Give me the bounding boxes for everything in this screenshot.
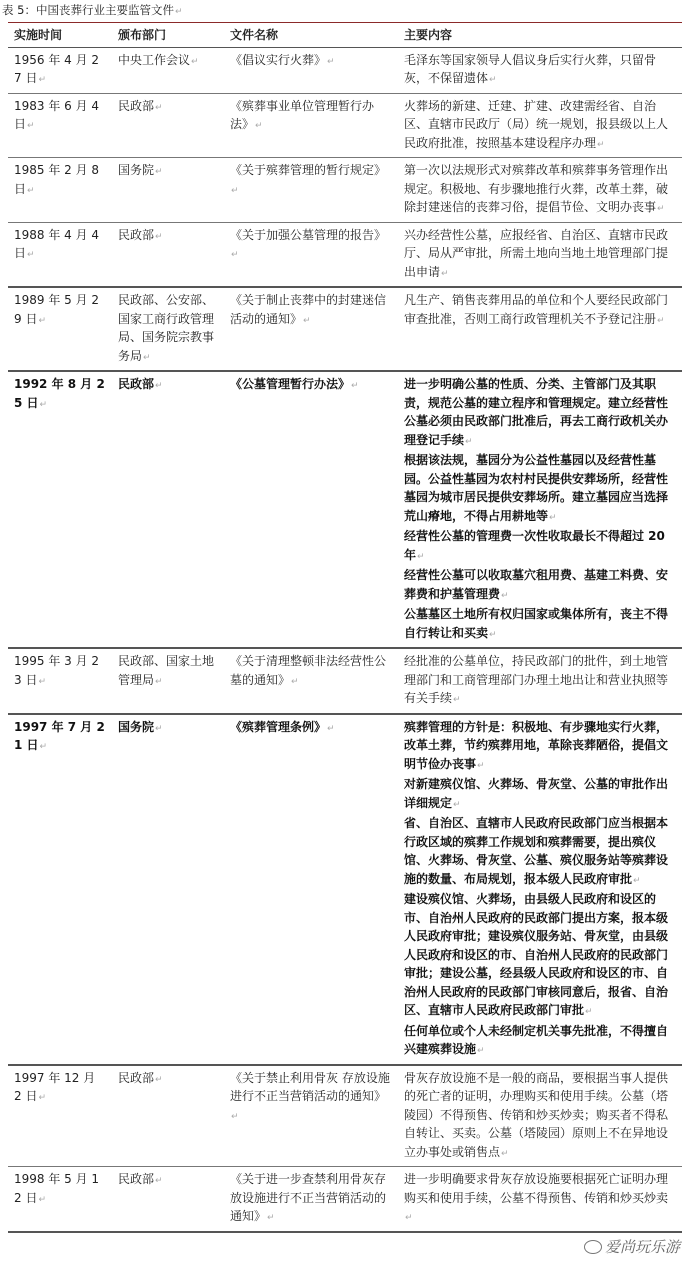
content-paragraph: 火葬场的新建、迁建、扩建、改建需经省、自治区、直辖市民政厅（局）统一规划，报县级以上人民政府批准，按照基本建设程序办理 ↵: [404, 97, 676, 155]
cell-date: [8, 287, 112, 371]
regulation-table: [8, 22, 682, 1233]
cell-title-text: 《关于殡葬管理的暂行规定》 ↵: [230, 163, 386, 196]
cell-dept-text: 民政部 ↵: [118, 1172, 163, 1186]
cell-dept-text: 中央工作会议 ↵: [118, 53, 199, 67]
cell-content: [398, 93, 682, 158]
cell-dept: [112, 1167, 224, 1232]
cell-dept: [112, 371, 224, 648]
cell-title: [224, 714, 398, 1065]
table-row: [8, 1065, 682, 1167]
content-paragraph: 省、自治区、直辖市人民政府民政部门应当根据本行政区域的殡葬工作规划和殡葬需要，提出殡仪馆、火葬场、骨灰堂、公墓、殡仪服务站等殡葬设施的数量、布局规划，报本级人民政府审批 ↵: [404, 814, 676, 890]
cell-date-text: 1992 年 8 月 25 日 ↵: [14, 377, 105, 410]
content-paragraph: 经营性公墓可以收取墓穴租用费、基建工料费、安葬费和护墓管理费 ↵: [404, 566, 676, 605]
cell-date: [8, 1167, 112, 1232]
cell-dept-text: 民政部 ↵: [118, 99, 163, 113]
cell-title: [224, 158, 398, 223]
cell-date-text: 1989 年 5 月 29 日 ↵: [14, 293, 99, 326]
cell-title: [224, 287, 398, 371]
cell-date: [8, 222, 112, 287]
cell-date-text: 1995 年 3 月 23 日 ↵: [14, 654, 99, 687]
cell-dept: [112, 158, 224, 223]
cell-date-text: 1985 年 2 月 8 日 ↵: [14, 163, 99, 196]
cell-date-text: 1998 年 5 月 12 日 ↵: [14, 1172, 99, 1205]
cell-dept-text: 民政部、公安部、国家工商行政管理局、国务院宗教事务局 ↵: [118, 293, 214, 363]
cell-dept: [112, 222, 224, 287]
cell-title-text: 《公墓管理暂行办法》 ↵: [230, 377, 359, 391]
header-title: 文件名称: [230, 28, 279, 42]
table-row: [8, 287, 682, 371]
content-paragraph: 骨灰存放设施不是一般的商品，要根据当事人提供的死亡者的证明，办理购买和使用手续。公墓（塔陵园）不得预售、传销和炒买炒卖；购买者不得私自转让、买卖。公墓（塔陵园）原则上不在异地设立办事处或销售点 ↵: [404, 1069, 676, 1164]
cell-dept-text: 民政部 ↵: [118, 228, 163, 242]
content-paragraph: 进一步明确公墓的性质、分类、主管部门及其职责，规范公墓的建立程序和管理规定。建立经营性公墓必须由民政部门批准后，再去工商行政机关办理登记手续 ↵: [404, 375, 676, 451]
cell-title-text: 《关于制止丧葬中的封建迷信活动的通知》 ↵: [230, 293, 386, 326]
cell-dept-text: 民政部 ↵: [118, 377, 163, 391]
cell-content: [398, 648, 682, 714]
table-row: [8, 1167, 682, 1232]
cell-title: [224, 93, 398, 158]
cell-dept: [112, 93, 224, 158]
cell-dept-text: 民政部 ↵: [118, 1071, 163, 1085]
cell-content: [398, 47, 682, 93]
table-row: [8, 158, 682, 223]
cell-date: [8, 648, 112, 714]
cell-content: [398, 222, 682, 287]
cell-title: [224, 371, 398, 648]
cell-dept: [112, 1065, 224, 1167]
cell-date-text: 1997 年 7 月 21 日 ↵: [14, 720, 105, 753]
cell-title: [224, 1167, 398, 1232]
cell-title-text: 《殡葬管理条例》 ↵: [230, 720, 335, 734]
cell-title-text: 《关于清理整顿非法经营性公墓的通知》 ↵: [230, 654, 386, 687]
cell-date-text: 1983 年 6 月 4 日 ↵: [14, 99, 99, 132]
cell-dept: [112, 47, 224, 93]
cell-date: [8, 93, 112, 158]
cell-dept: [112, 287, 224, 371]
table-header-row: [8, 23, 682, 48]
cell-title-text: 《关于加强公墓管理的报告》 ↵: [230, 228, 386, 261]
cell-content: [398, 1167, 682, 1232]
content-paragraph: 殡葬管理的方针是：积极地、有步骤地实行火葬，改革土葬，节约殡葬用地，革除丧葬陋俗，提倡文明节俭办丧事 ↵: [404, 718, 676, 776]
table-row: [8, 371, 682, 648]
content-paragraph: 根据该法规，墓园分为公益性墓园以及经营性墓园。公益性墓园为农村村民提供安葬场所，经营性墓园为城市居民提供安葬场所。建立墓园应当选择荒山瘠地，不得占用耕地等 ↵: [404, 451, 676, 527]
cell-dept-text: 民政部、国家土地管理局 ↵: [118, 654, 214, 687]
content-paragraph: 任何单位或个人未经制定机关事先批准，不得擅自兴建殡葬设施 ↵: [404, 1022, 676, 1061]
cell-title: [224, 1065, 398, 1167]
cell-title: [224, 47, 398, 93]
header-date: 实施时间: [14, 28, 63, 42]
content-paragraph: 对新建殡仪馆、火葬场、骨灰堂、公墓的审批作出详细规定 ↵: [404, 775, 676, 814]
table-row: [8, 93, 682, 158]
content-paragraph: 建设殡仪馆、火葬场，由县级人民政府和设区的市、自治州人民政府的民政部门提出方案，报本级人民政府审批；建设殡仪服务站、骨灰堂，由县级人民政府和设区的市、自治州人民政府的民政部门审批；建设公墓，经县级人民政府和设区的市、自治州人民政府的民政部门审核同意后，报省、自治区、直辖市人民政府民政部门审批 ↵: [404, 890, 676, 1022]
content-paragraph: 进一步明确要求骨灰存放设施要根据死亡证明办理购买和使用手续，公墓不得预售、传销和炒买炒卖 ↵: [404, 1170, 676, 1228]
content-paragraph: 公墓墓区土地所有权归国家或集体所有，丧主不得自行转让和买卖 ↵: [404, 605, 676, 644]
cell-title: [224, 222, 398, 287]
wechat-icon: [584, 1240, 602, 1254]
cell-content: [398, 158, 682, 223]
table-row: [8, 714, 682, 1065]
cell-date: [8, 1065, 112, 1167]
cell-date-text: 1997 年 12 月 2 日 ↵: [14, 1071, 95, 1104]
cell-title-text: 《关于进一步查禁利用骨灰存放设施进行不正当营销活动的通知》 ↵: [230, 1172, 386, 1223]
content-paragraph: 经批准的公墓单位，持民政部门的批件，到土地管理部门和工商管理部门办理土地出让和营业执照等有关手续 ↵: [404, 652, 676, 710]
cell-title-text: 《倡议实行火葬》 ↵: [230, 53, 335, 67]
cell-title-text: 《关于禁止利用骨灰 存放设施进行不正当营销活动的通知》 ↵: [230, 1071, 390, 1122]
cell-title-text: 《殡葬事业单位管理暂行办法》 ↵: [230, 99, 374, 132]
table-caption: 表 5：中国丧葬行业主要监管文件 ↵: [0, 0, 700, 20]
cell-dept-text: 国务院 ↵: [118, 163, 163, 177]
cell-date: [8, 158, 112, 223]
cell-dept: [112, 714, 224, 1065]
cell-date: [8, 371, 112, 648]
table-row: [8, 222, 682, 287]
content-paragraph: 经营性公墓的管理费一次性收取最长不得超过 20 年 ↵: [404, 527, 676, 566]
content-paragraph: 第一次以法规形式对殡葬改革和殡葬事务管理作出规定。积极地、有步骤地推行火葬，改革土葬，破除封建迷信的丧葬习俗，提倡节俭、文明办丧事 ↵: [404, 161, 676, 219]
watermark: [0, 1237, 680, 1257]
cell-date: [8, 714, 112, 1065]
cell-date-text: 1988 年 4 月 4 日 ↵: [14, 228, 99, 261]
cell-date: [8, 47, 112, 93]
cell-date-text: 1956 年 4 月 27 日 ↵: [14, 53, 99, 86]
cell-content: [398, 714, 682, 1065]
content-paragraph: 兴办经营性公墓，应报经省、自治区、直辖市民政厅、局从严审批，所需土地向当地土地管理部门提出申请 ↵: [404, 226, 676, 284]
cell-content: [398, 1065, 682, 1167]
header-content: 主要内容: [404, 28, 453, 42]
watermark-text: 爱尚玩乐游: [604, 1237, 680, 1256]
header-dept: 颁布部门: [118, 28, 167, 42]
cell-dept: [112, 648, 224, 714]
cell-content: [398, 287, 682, 371]
cell-dept-text: 国务院 ↵: [118, 720, 163, 734]
cell-title: [224, 648, 398, 714]
table-row: [8, 648, 682, 714]
table-row: [8, 47, 682, 93]
content-paragraph: 毛泽东等国家领导人倡议身后实行火葬，只留骨灰，不保留遗体 ↵: [404, 51, 676, 90]
cell-content: [398, 371, 682, 648]
content-paragraph: 凡生产、销售丧葬用品的单位和个人要经民政部门审查批准，否则工商行政管理机关不予登记注册 ↵: [404, 291, 676, 330]
